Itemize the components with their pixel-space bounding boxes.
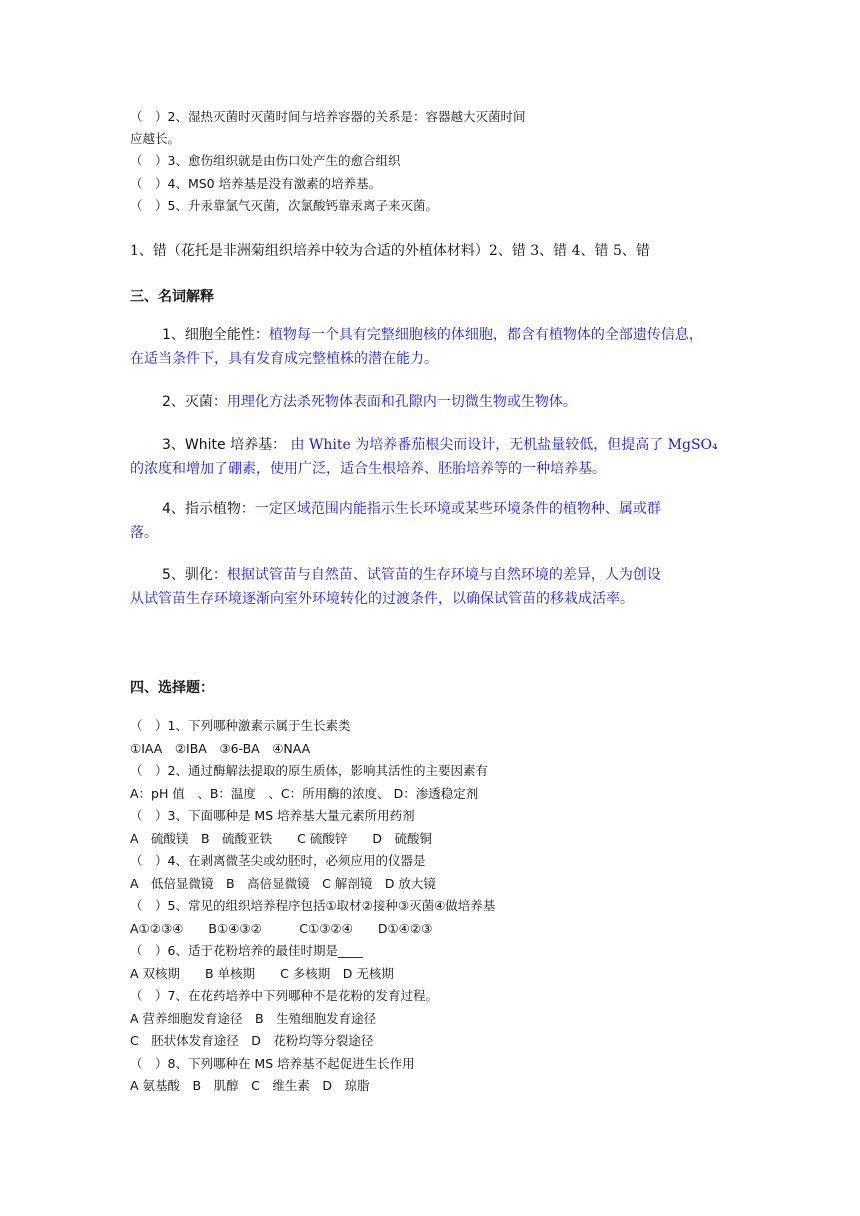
mc-question: （ ）2、通过酶解法提取的原生质体，影响其活性的主要因素有 <box>130 763 488 778</box>
mc-options: A 硫酸镁 B 硫酸亚铁 C 硫酸锌 D 硫酸铜 <box>130 831 432 846</box>
section-heading-choice: 四、选择题： <box>130 680 214 696</box>
term-label: 3、White 培养基： <box>162 437 287 453</box>
mc-options: A 双核期 B 单核期 C 多核期 D 无核期 <box>130 966 394 981</box>
mc-options: A 营养细胞发育途径 B 生殖细胞发育途径 <box>130 1011 377 1026</box>
mc-question: （ ）4、在剥离微茎尖或幼胚时，必须应用的仪器是 <box>130 853 426 868</box>
mc-question: （ ）6、适于花粉培养的最佳时期是____ <box>130 943 363 958</box>
term-label: 5、驯化： <box>162 567 227 583</box>
tf-question-5: （ ）5、升汞靠氯气灭菌，次氯酸钙靠汞离子来灭菌。 <box>130 198 438 213</box>
tf-answer: 1、错（花托是非洲菊组织培养中较为合适的外植体材料）2、错 3、错 4、错 5、错 <box>130 243 650 259</box>
term-item <box>130 433 730 481</box>
term-definition: 植物每一个具有完整细胞核的体细胞，都含有植物体的全部遗传信息， <box>268 327 703 343</box>
mc-question: （ ）8、下列哪种在 MS 培养基不起促进生长作用 <box>130 1056 415 1071</box>
tf-question-2: （ ）2、湿热灭菌时灭菌时间与培养容器的关系是：容器越大灭菌时间 <box>130 109 526 124</box>
mc-question: （ ）7、在花药培养中下列哪种不是花粉的发育过程。 <box>130 988 438 1003</box>
term-definition: 用理化方法杀死物体表面和孔隙内一切微生物或生物体。 <box>226 394 577 410</box>
mc-options: ①IAA ②IBA ③6-BA ④NAA <box>130 741 311 756</box>
mc-question: （ ）3、下面哪种是 MS 培养基大量元素所用药剂 <box>130 808 415 823</box>
term-definition: 一定区域范围内能指示生长环境或某些环境条件的植物种、属或群 <box>254 501 661 517</box>
tf-question-2-cont: 应越长。 <box>130 131 181 146</box>
term-label: 2、灭菌： <box>162 394 227 410</box>
term-item <box>130 497 730 545</box>
term-definition-cont: 落。 <box>130 525 158 541</box>
term-item <box>130 390 730 414</box>
term-definition-cont: 的浓度和增加了硼素，使用广泛，适合生根培养、胚胎培养等的一种培养基。 <box>130 461 606 477</box>
mc-options: A 低倍显微镜 B 高倍显微镜 C 解剖镜 D 放大镜 <box>130 876 436 891</box>
mc-question: （ ）5、常见的组织培养程序包括①取材②接种③灭菌④做培养基 <box>130 898 496 913</box>
term-definition-cont: 从试管苗生存环境逐渐向室外环境转化的过渡条件，以确保试管苗的移栽成活率。 <box>130 591 634 607</box>
tf-question-3: （ ）3、愈伤组织就是由伤口处产生的愈合组织 <box>130 153 401 168</box>
term-label: 4、指示植物： <box>162 501 255 517</box>
term-item <box>130 323 730 371</box>
mc-options: A 氨基酸 B 肌醇 C 维生素 D 琼脂 <box>130 1078 370 1093</box>
mc-options: C 胚状体发育途径 D 花粉均等分裂途径 <box>130 1033 374 1048</box>
mc-options: A：pH 值 、B：温度 、C：所用酶的浓度、 D：渗透稳定剂 <box>130 786 479 801</box>
term-definition: 根据试管苗与自然苗、试管苗的生存环境与自然环境的差异，人为创设 <box>226 567 661 583</box>
mc-options: A①②③④ B①④③② C①③②④ D①④②③ <box>130 921 433 936</box>
tf-question-4: （ ）4、MS0 培养基是没有激素的培养基。 <box>130 176 382 191</box>
term-definition-cont: 在适当条件下，具有发育成完整植株的潜在能力。 <box>130 351 438 367</box>
section-heading-terms: 三、名词解释 <box>130 289 214 305</box>
term-label: 1、细胞全能性： <box>162 327 269 343</box>
term-item <box>130 563 730 611</box>
term-definition: 由 White 为培养番茄根尖而设计，无机盐量较低，但提高了 MgSO₄ <box>286 437 718 453</box>
mc-question: （ ）1、下列哪种激素示属于生长素类 <box>130 718 351 733</box>
